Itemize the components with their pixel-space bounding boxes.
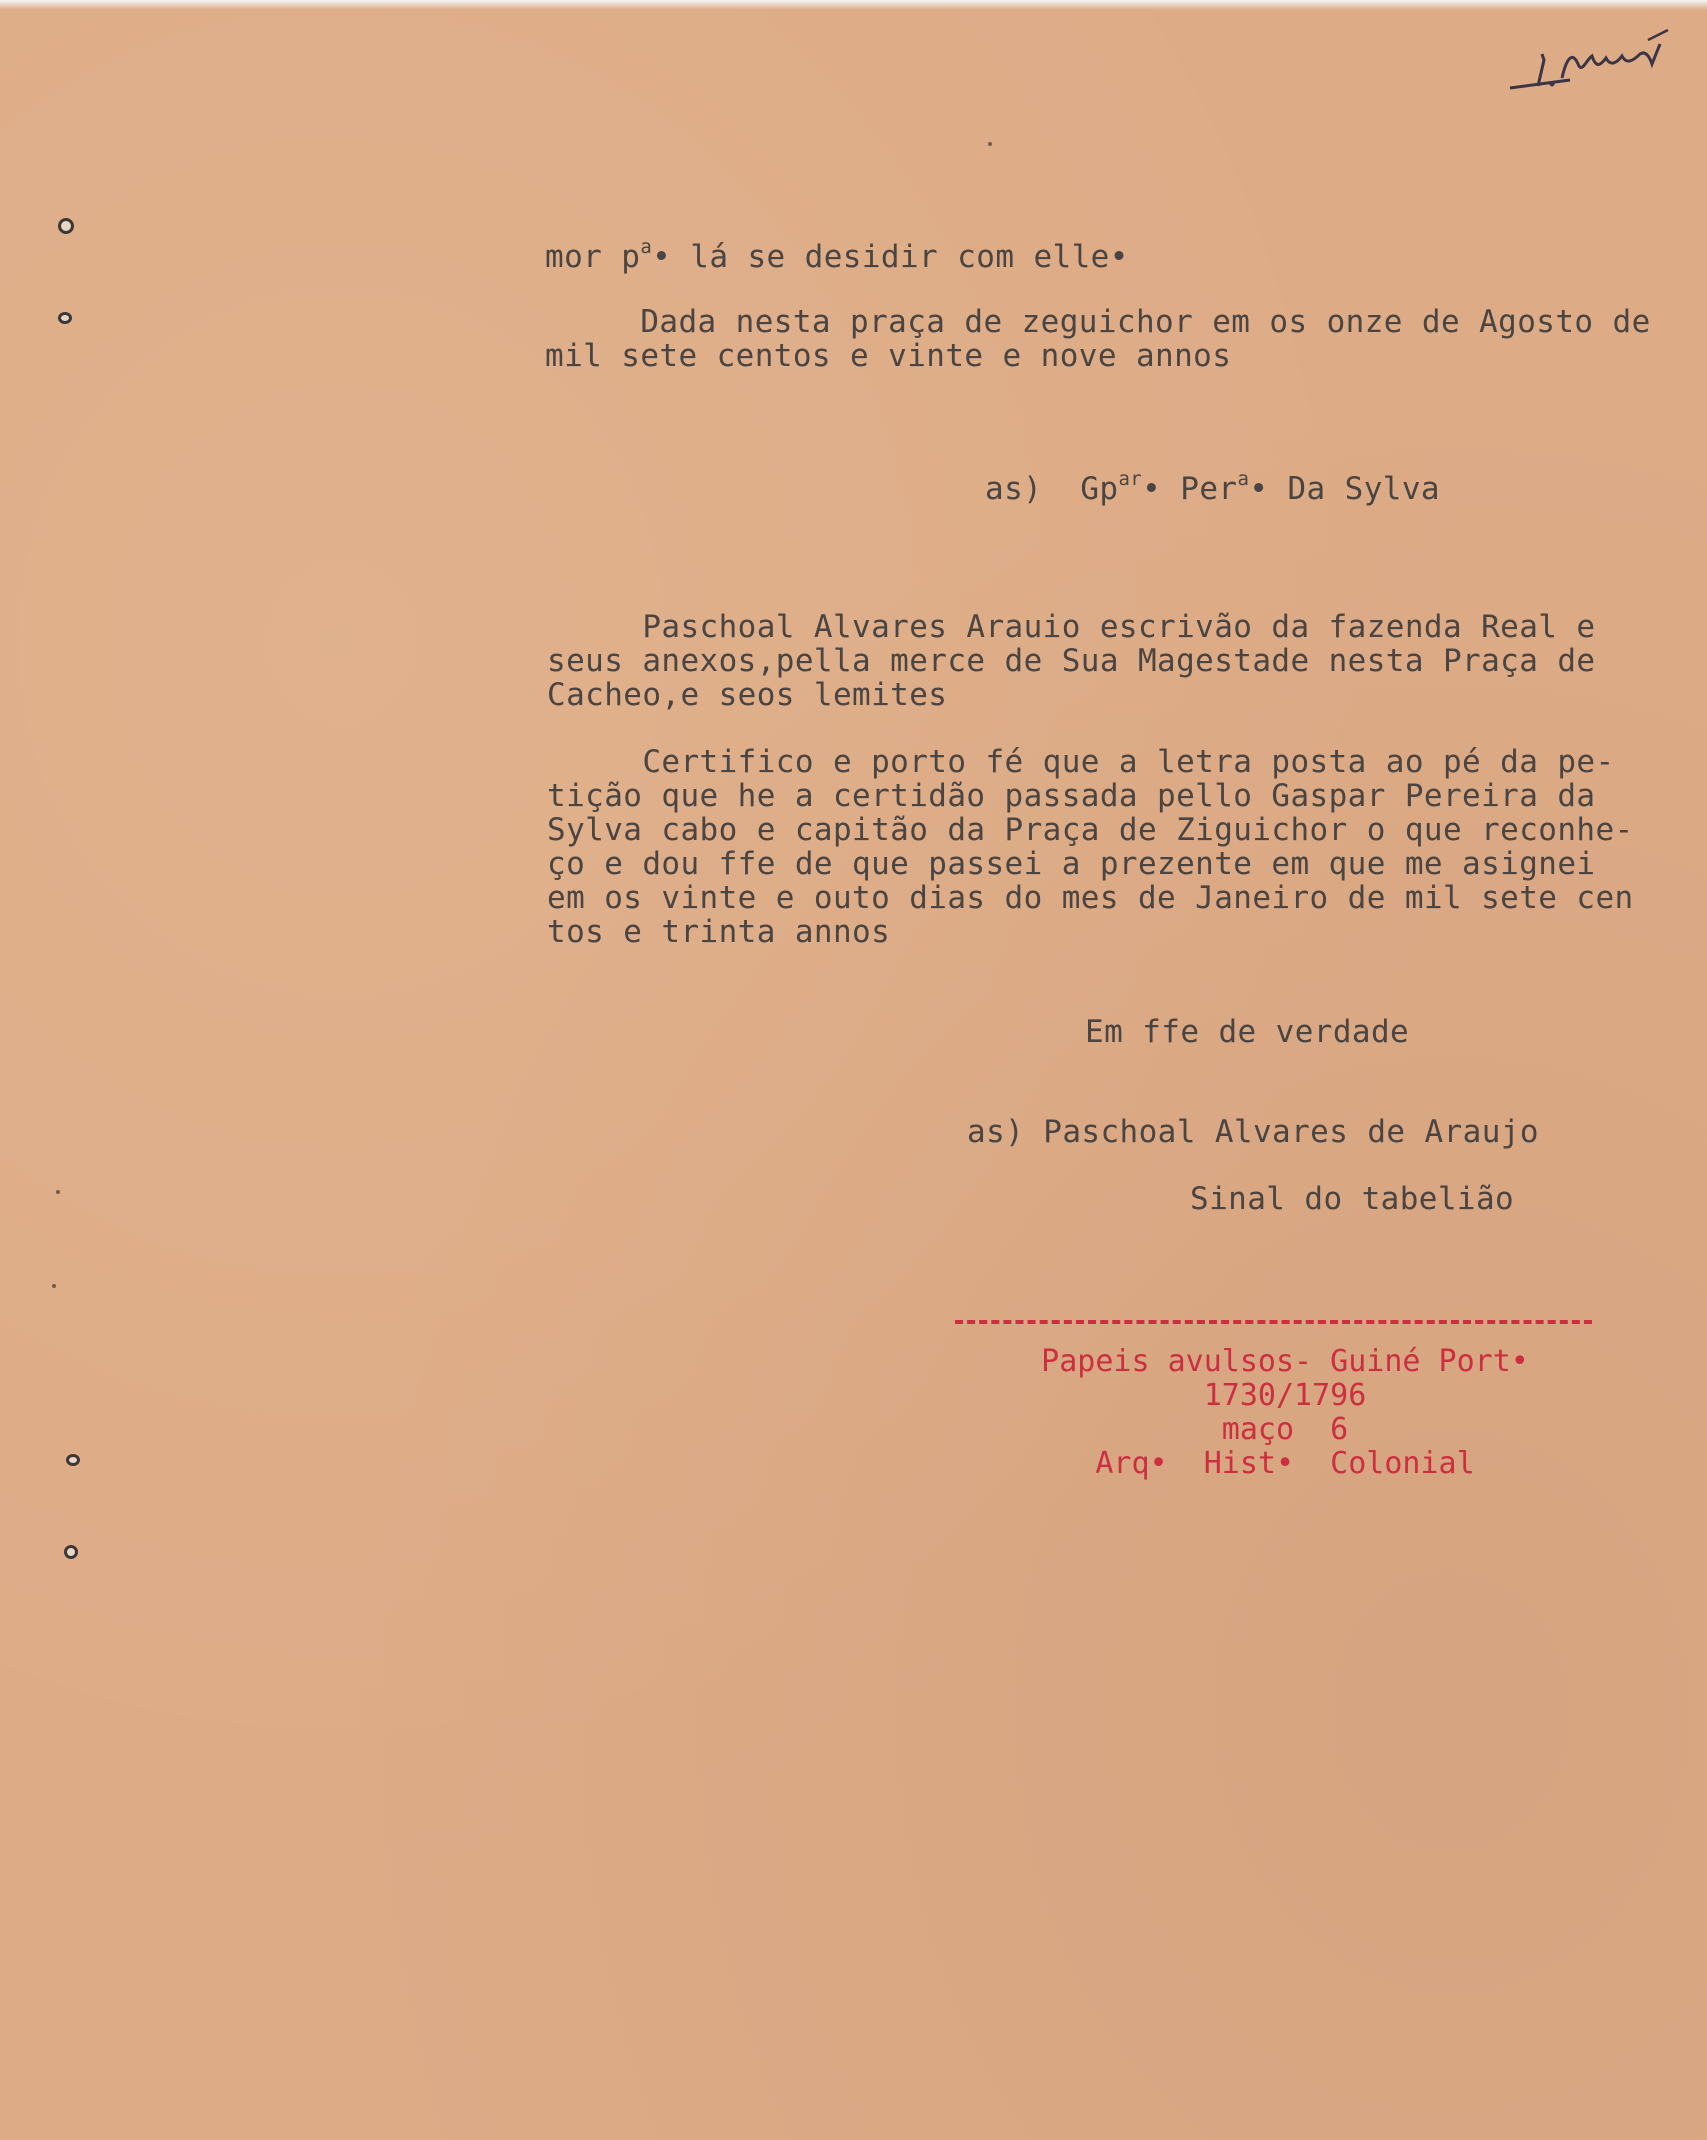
- binding-hole: [58, 312, 72, 324]
- paragraph-3-line-4: ço e dou ffe de que passei a prezente em que me asignei: [547, 846, 1596, 882]
- body-line-2: Dada nesta praça de zeguichor em os onze de Agosto de: [545, 304, 1651, 340]
- paper-speck: [52, 1284, 56, 1288]
- archive-stamp-line-4: Arq• Hist• Colonial: [1095, 1446, 1475, 1481]
- binding-hole: [64, 1545, 78, 1559]
- paper-speck: [56, 1190, 60, 1194]
- paragraph-3-line-3: Sylva cabo e capitão da Praça de Ziguichor o que reconhe-: [547, 812, 1634, 848]
- notary-sign: Sinal do tabelião: [1190, 1181, 1515, 1217]
- binding-hole: [58, 218, 74, 234]
- paragraph-2-line-2: seus anexos,pella merce de Sua Magestade nesta Praça de: [547, 643, 1596, 679]
- binding-hole: [66, 1454, 80, 1466]
- paragraph-3-line-6: tos e trinta annos: [547, 914, 891, 950]
- scan-top-edge: [0, 0, 1707, 10]
- paragraph-3-line-5: em os vinte e outo dias do mes de Janeiro de mil sete cen: [547, 880, 1634, 916]
- paragraph-3-line-2: tição que he a certidão passada pello Gaspar Pereira da: [547, 778, 1596, 814]
- paragraph-2-line-3: Cacheo,e seos lemites: [547, 677, 948, 713]
- body-line-3: mil sete centos e vinte e nove annos: [545, 338, 1232, 374]
- archive-stamp-line-1: Papeis avulsos- Guiné Port•: [1041, 1344, 1529, 1379]
- paragraph-2-line-1: Paschoal Alvares Arauio escrivão da fazenda Real e: [547, 609, 1596, 645]
- closing-formula: Em ffe de verdade: [1085, 1014, 1410, 1050]
- signature-gaspar: as) $Gp^{ar}•$ Per$^a$• Da Sylva: [985, 468, 1440, 507]
- paper-speck: [988, 142, 992, 146]
- signature-paschoal: as) Paschoal Alvares de Araujo: [967, 1114, 1539, 1150]
- paragraph-3-line-1: Certifico e porto fé que a letra posta ao pé da pe-: [547, 744, 1615, 780]
- archive-stamp-line-3: maço 6: [1221, 1412, 1349, 1447]
- body-line-1: mor $p^a•$ lá se desidir com elle•: [545, 236, 1129, 275]
- handwritten-annotation: [1500, 20, 1690, 100]
- archive-stamp-line-2: 1730/1796: [1203, 1378, 1367, 1413]
- stamp-dashed-rule: [955, 1320, 1592, 1324]
